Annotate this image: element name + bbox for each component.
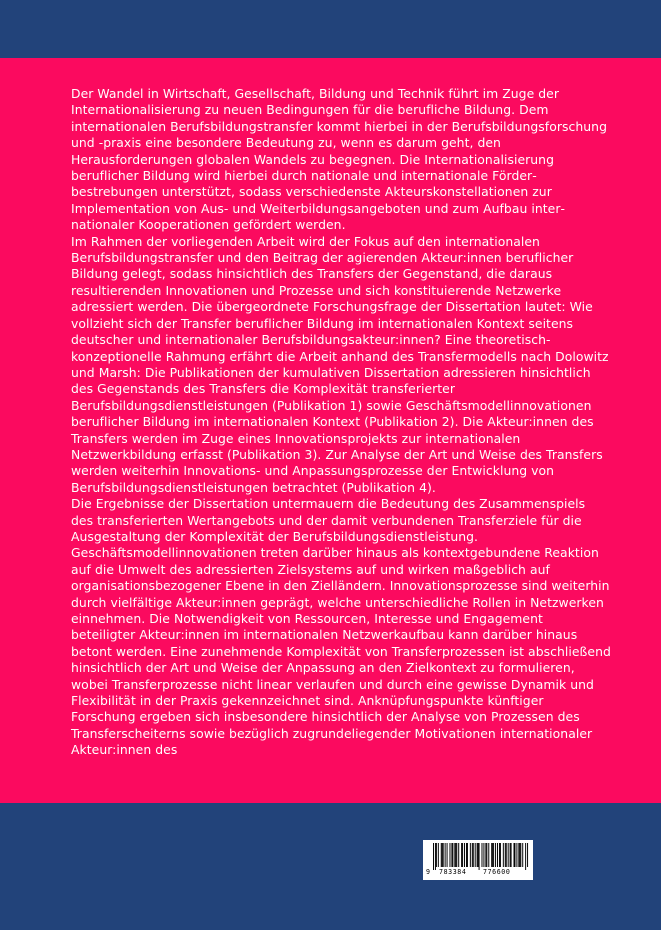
barcode-lead-digit: 9 — [426, 868, 430, 876]
barcode-bar — [445, 843, 446, 867]
barcode-bar — [447, 843, 448, 867]
barcode-bar — [452, 843, 453, 867]
barcode-bar — [458, 843, 459, 867]
barcode-bar — [508, 843, 509, 867]
barcode-bar — [467, 843, 468, 867]
barcode-bar — [436, 843, 437, 867]
barcode-bar — [479, 843, 480, 870]
barcode-bar — [497, 843, 498, 867]
barcode-bar — [516, 843, 517, 867]
barcode-bar — [486, 843, 487, 867]
barcode-bar — [451, 843, 452, 867]
barcode-bar — [433, 843, 434, 870]
blurb-paragraph: Der Wandel in Wirtschaft, Gesellschaft, Bildung und Technik führt im Zuge der Internationalisierung zu neuen Bedingungen für die berufliche Bildung. Dem internationalen Berufsbildungstransfer kommt hierbei in der Berufsbildungsforschung und -praxis eine besondere Bedeutung zu, wenn es darum geht, den Herausforderungen globalen Wandels zu begegnen. Die Internationalisierung beruflicher Bildung wird hierbei durch nationale und internationale Förderbestrebungen unterstützt, sodass verschiedenste Akteurskonstellationen zur Implementation von Aus- und Weiterbildungsangeboten und zum Aufbau internationaler Kooperationen gefördert werden. — [71, 86, 607, 233]
barcode-bar — [491, 843, 492, 867]
barcode-bar — [475, 843, 476, 867]
barcode-bar — [520, 843, 521, 867]
barcode-right-digits: 776600 — [483, 868, 511, 876]
barcode-bar — [510, 843, 511, 867]
blurb-paragraph: Die Ergebnisse der Dissertation untermauern die Bedeutung des Zusammenspiels des transferierten Wertangebots und der damit verbundenen Transferziele für die Ausgestaltung der Komplexität der Berufsbildungsdienstleistung. Geschäftsmodellinnovationen treten darüber hinaus als kontextgebundene Reaktion auf die Umwelt des adressierten Zielsystems auf und wirken maßgeblich auf organisationsbezogener Ebene in den Zielländern. Innovationsprozesse sind weiterhin durch vielfältige Akteur:innen geprägt, welche unterschiedliche Rollen in Netzwerken einnehmen. Die Notwendigkeit von Ressourcen, Interesse und Engagement beteiligter Akteur:innen im internationalen Netzwerkaufbau kann darüber hinaus betont werden. Eine zunehmende Komplexität von Transferprozessen ist abschließend hinsichtlich der Art und Weise der Anpassung an den Zielkontext zu formulieren, wobei Transferprozesse nicht linear verlaufen und durch eine gewisse Dynamik und Flexibilität in der Praxis gekennzeichnet sind. Anknüpfungspunkte künftiger Forschung ergeben sich insbesondere hinsichtlich der Analyse von Prozessen des Transferscheiterns sowie bezüglich zugrundeliegender Motivationen internationaler Akteur:innen des — [71, 496, 611, 758]
barcode-bar — [503, 843, 504, 867]
barcode-bar — [514, 843, 515, 867]
barcode-bar — [488, 843, 489, 867]
barcode-bar — [499, 843, 500, 867]
barcode-bar — [500, 843, 501, 867]
barcode-bar — [441, 843, 442, 867]
barcode-bar — [492, 843, 493, 867]
barcode-bar — [522, 843, 523, 867]
barcode-bar — [461, 843, 462, 867]
barcode-bar — [435, 843, 436, 870]
barcode-bar — [449, 843, 450, 867]
back-cover-blurb — [71, 86, 611, 759]
isbn-barcode — [423, 840, 533, 880]
barcode-bar — [511, 843, 512, 867]
barcode-bar — [518, 843, 519, 867]
barcode-bar — [438, 843, 439, 867]
blurb-paragraph: Im Rahmen der vorliegenden Arbeit wird der Fokus auf den internationalen Berufsbildungstransfer und den Beitrag der agierenden Akteur:innen beruflicher Bildung gelegt, sodass hinsichtlich des Transfers der Gegenstand, die daraus resultierenden Innovationen und Prozesse und sich konstituierende Netzwerke adressiert werden. Die übergeordnete Forschungsfrage der Dissertation lautet: Wie vollzieht sich der Transfer beruflicher Bildung im internationalen Kontext seitens deutscher und internationaler Berufsbildungsakteur:innen? Eine theoretisch-konzeptionelle Rahmung erfährt die Arbeit anhand des Transfermodells nach Dolowitz und Marsh: Die Publikationen der kumulativen Dissertation adressieren hinsichtlich des Gegenstands des Transfers die Komplexität transferierter Berufsbildungsdienstleistungen (Publikation 1) sowie Geschäftsmodellinnovationen beruflicher Bildung im internationalen Kontext (Publikation 2). Die Akteur:innen des Transfers werden im Zuge eines Innovationsprojekts zur internationalen Netzwerkbildung erfasst (Publikation 3). Zur Analyse der Art und Weise des Transfers werden weiterhin Innovations- und Anpassungsprozesse der Entwicklung von Berufsbildungsdienstleistungen betrachtet (Publikation 4). — [71, 233, 609, 495]
barcode-bar — [455, 843, 456, 867]
top-band — [0, 0, 661, 58]
barcode-bar — [514, 843, 515, 867]
barcode-bar — [495, 843, 496, 867]
barcode-bar — [472, 843, 473, 867]
barcode-bar — [443, 843, 444, 867]
barcode-bar — [485, 843, 486, 867]
barcode-bar — [464, 843, 465, 867]
barcode-bar — [527, 843, 528, 867]
barcode-bar — [473, 843, 474, 867]
barcode-bar — [442, 843, 443, 867]
barcode-bar — [482, 843, 483, 867]
bottom-band — [0, 803, 661, 930]
barcode-bar — [456, 843, 457, 867]
barcode-bars — [423, 840, 533, 870]
barcode-bar — [506, 843, 507, 867]
barcode-bar — [493, 843, 494, 867]
barcode-bar — [462, 843, 463, 867]
barcode-bar — [470, 843, 471, 867]
barcode-bar — [519, 843, 520, 867]
barcode-digits — [423, 868, 533, 878]
barcode-bar — [505, 843, 506, 867]
barcode-bar — [466, 843, 467, 867]
barcode-bar — [454, 843, 455, 867]
barcode-bar — [477, 843, 478, 867]
barcode-bar — [525, 843, 526, 870]
barcode-left-digits: 783384 — [439, 868, 467, 876]
barcode-bar — [478, 843, 479, 867]
barcode-bar — [483, 843, 484, 867]
